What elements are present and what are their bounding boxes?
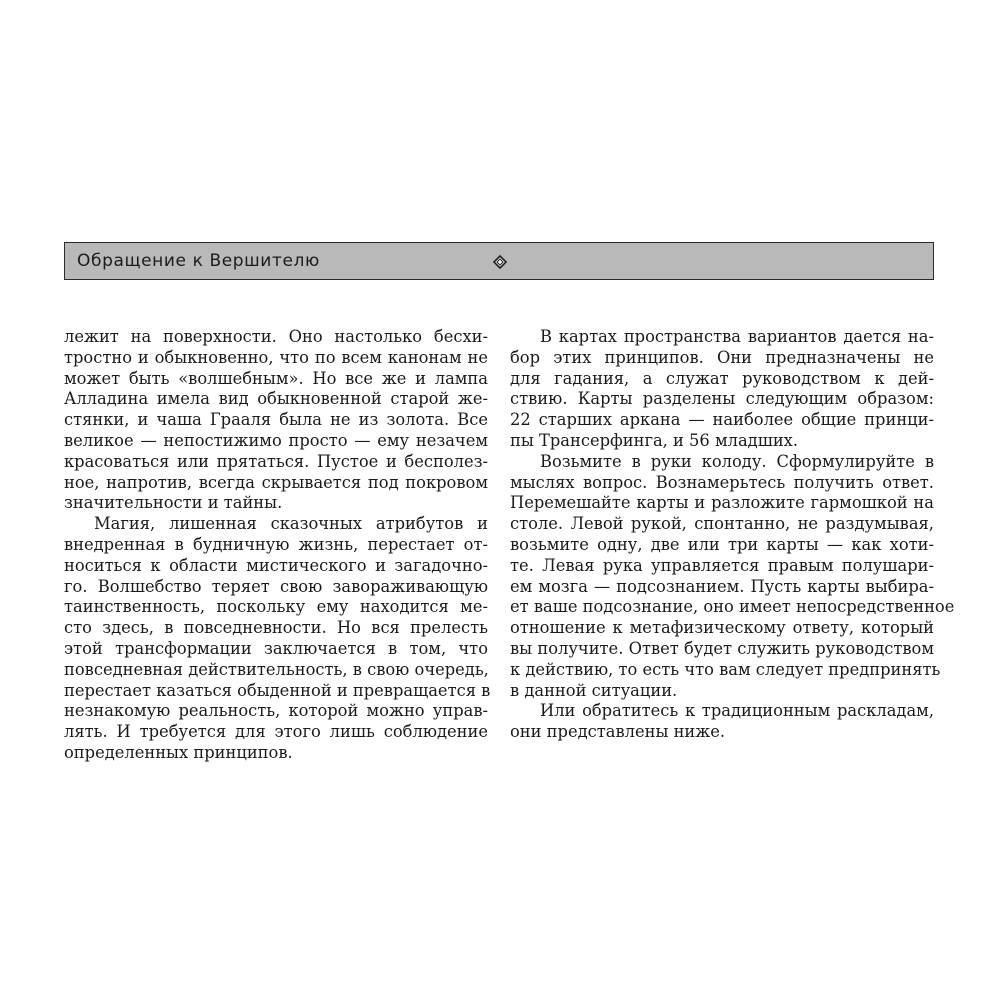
text-line: лежит на поверхности. Оно настолько бесхи- [64,327,488,346]
text-line: для гадания, а служат руководством к дей- [510,368,934,388]
section-title: Обращение к Вершителю [77,251,320,271]
text-line: они представлены ниже. [510,722,726,742]
paragraph [510,451,955,702]
text-line: ет ваше подсознание, оно имеет непосредственное [510,597,955,617]
text-line: 22 старших аркана — наиболее общие принци- [510,410,934,430]
text-line: те. Левая рука управляется правым полушари- [510,555,934,575]
text-line: бор этих принципов. Они предназначены не [510,347,934,367]
text-line: возьмите одну, две или три карты — как хоти- [510,534,934,554]
right-text-column [510,327,955,743]
text-line: В картах пространства вариантов дается на- [540,327,934,346]
paragraph [64,514,491,764]
text-line: повседневная действительность, в свою очередь, [64,659,489,679]
paragraph [510,327,934,452]
text-line: в данной ситуации. [510,680,678,700]
text-line: тростно и обыкновенно, что по всем канонам не [64,347,488,367]
text-line: вы получите. Ответ будет служить руководством [510,638,934,658]
text-line: к действию, то есть что вам следует предпринять [510,659,941,679]
paragraph [510,701,934,743]
text-line: Магия, лишенная сказочных атрибутов и [94,514,488,534]
text-line: может быть «волшебным». Но все же и лампа [64,368,488,388]
text-line: столе. Левой рукой, спонтанно, не раздумывая, [510,514,934,534]
paragraph [64,327,488,514]
text-line: красоваться или прятаться. Пустое и бесполез- [64,451,488,471]
text-line: ствию. Карты разделены следующим образом: [510,389,934,409]
text-line: отношение к метафизическому ответу, который [510,618,934,638]
left-text-column [64,327,491,764]
text-line: Возьмите в руки колоду. Сформулируйте в [540,451,934,471]
text-line: ем мозга — подсознанием. Пусть карты выбира- [510,576,934,596]
diamond-ornament-icon [493,254,507,268]
text-line: Или обратитесь к традиционным раскладам, [540,701,934,721]
text-line: стянки, и чаша Грааля была не из золота. Все [64,410,488,430]
text-line: мыслях вопрос. Вознамерьтесь получить ответ. [510,472,934,492]
text-line: этой трансформации заключается в том, что [64,638,488,658]
text-line: определенных принципов. [64,742,293,762]
text-line: пы Трансерфинга, и 56 младших. [510,430,799,450]
text-line: Перемешайте карты и разложите гармошкой на [510,493,934,513]
section-header-bar [64,242,934,280]
text-line: внедренная в будничную жизнь, перестает от- [64,534,488,554]
text-line: значительности и тайны. [64,493,283,513]
text-line: Алладина имела вид обыкновенной старой же- [64,389,488,409]
text-line: го. Волшебство теряет свою завораживающую [64,576,488,596]
text-line: лять. И требуется для этого лишь соблюдение [64,722,488,742]
text-line: незнакомую реальность, которой можно управ- [64,701,488,721]
text-line: ное, напротив, всегда скрывается под покровом [64,472,488,492]
text-line: перестает казаться обыденной и превращается в [64,680,491,700]
text-line: великое — непостижимо просто — ему незачем [64,430,488,450]
text-line: таинственность, поскольку ему находится ме- [64,597,488,617]
text-line: носиться к области мистического и загадочно- [64,555,488,575]
text-line: сто здесь, в повседневности. Но вся прелесть [64,618,488,638]
